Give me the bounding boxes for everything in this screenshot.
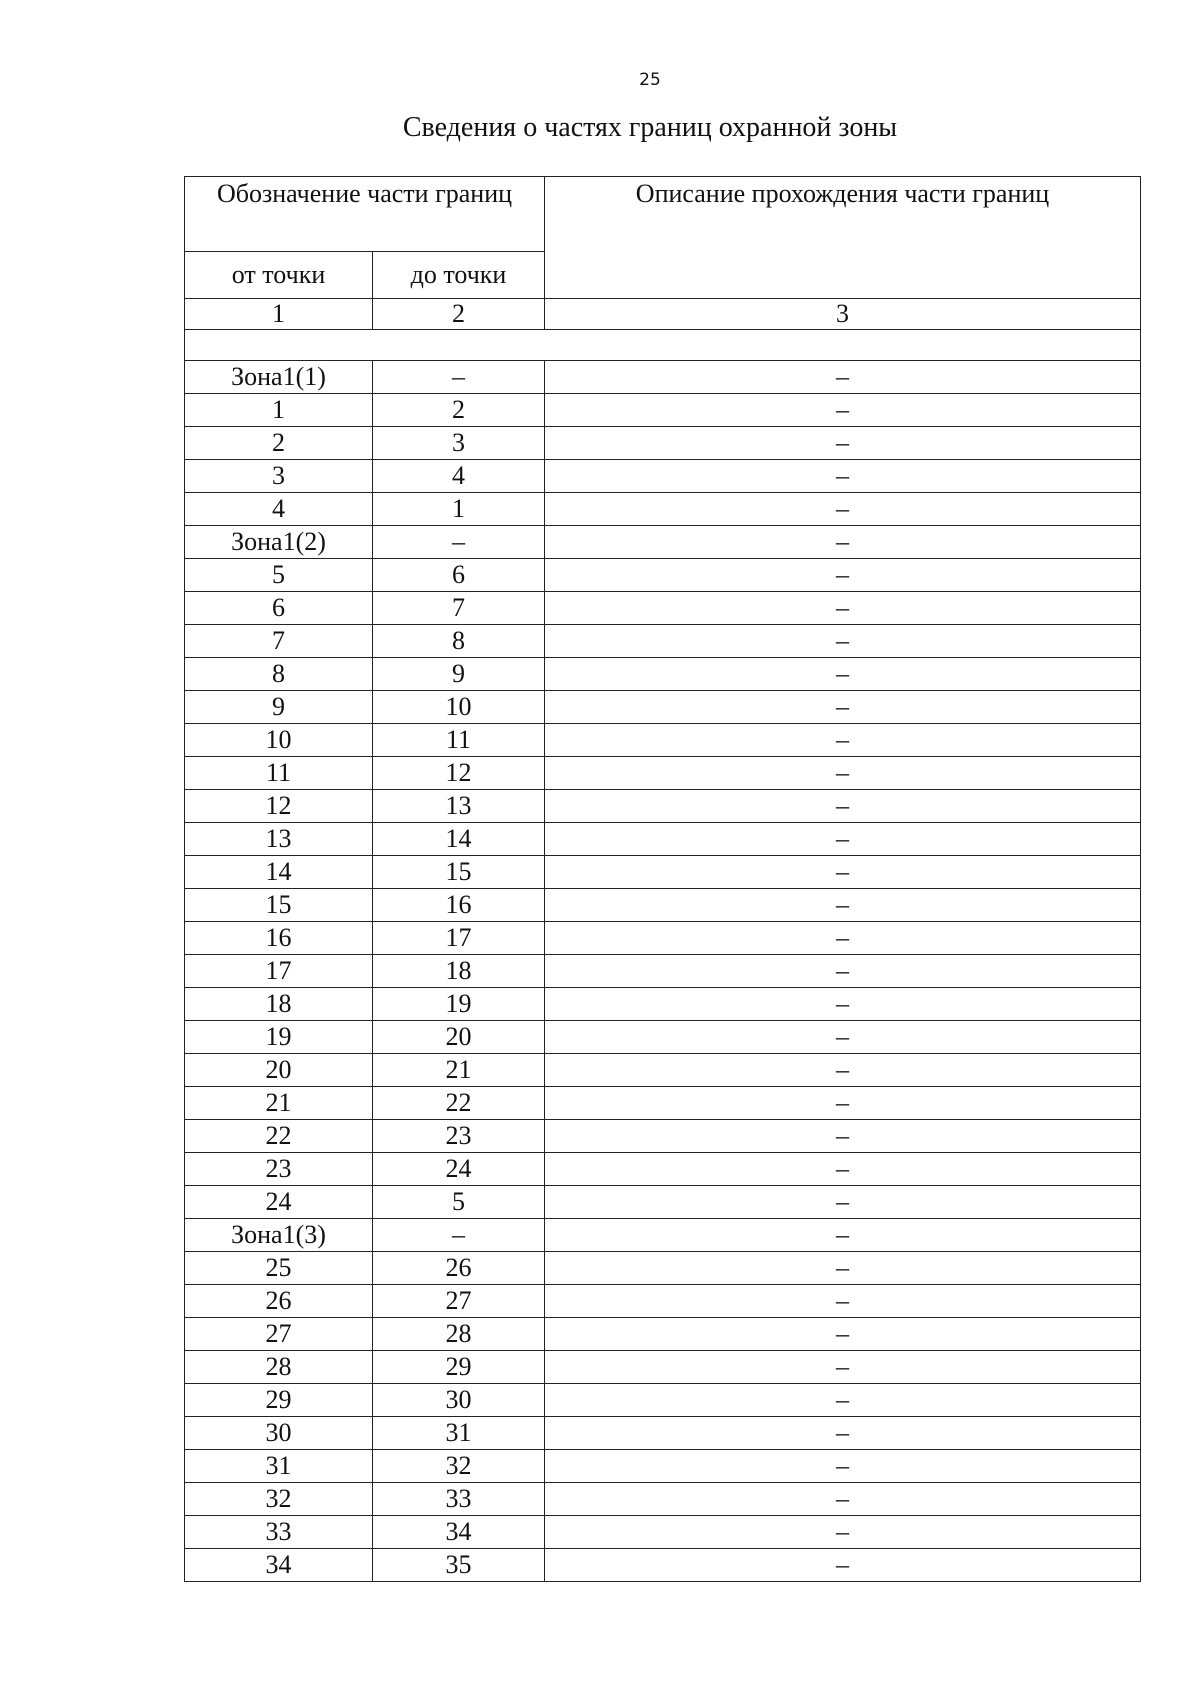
cell-description: – — [545, 1318, 1141, 1351]
cell-to-point: 21 — [373, 1054, 545, 1087]
table-row — [185, 592, 1141, 625]
cell-description: – — [545, 361, 1141, 394]
cell-description: – — [545, 823, 1141, 856]
cell-to-point: 18 — [373, 955, 545, 988]
table-row — [185, 856, 1141, 889]
cell-description: – — [545, 856, 1141, 889]
cell-from-point: 11 — [185, 757, 373, 790]
cell-description: – — [545, 889, 1141, 922]
cell-to-point: – — [373, 361, 545, 394]
table-row — [185, 493, 1141, 526]
cell-to-point: 30 — [373, 1384, 545, 1417]
table-row — [185, 658, 1141, 691]
blank-separator-row — [185, 330, 1141, 361]
cell-from-point: 27 — [185, 1318, 373, 1351]
cell-description: – — [545, 1186, 1141, 1219]
cell-to-point: 2 — [373, 394, 545, 427]
table-row — [185, 559, 1141, 592]
header-from-point: от точки — [185, 252, 373, 299]
cell-to-point: 6 — [373, 559, 545, 592]
cell-to-point: 13 — [373, 790, 545, 823]
cell-to-point: 15 — [373, 856, 545, 889]
cell-to-point: – — [373, 1219, 545, 1252]
cell-from-point: 3 — [185, 460, 373, 493]
cell-from-point: Зона1(1) — [185, 361, 373, 394]
table-row — [185, 823, 1141, 856]
cell-from-point: 9 — [185, 691, 373, 724]
cell-to-point: 8 — [373, 625, 545, 658]
cell-to-point: 29 — [373, 1351, 545, 1384]
cell-description: – — [545, 394, 1141, 427]
cell-description: – — [545, 493, 1141, 526]
cell-description: – — [545, 1516, 1141, 1549]
cell-to-point: – — [373, 526, 545, 559]
cell-to-point: 28 — [373, 1318, 545, 1351]
cell-to-point: 26 — [373, 1252, 545, 1285]
cell-to-point: 16 — [373, 889, 545, 922]
cell-from-point: 24 — [185, 1186, 373, 1219]
header-row-group — [185, 177, 1141, 252]
cell-description: – — [545, 658, 1141, 691]
cell-from-point: 1 — [185, 394, 373, 427]
cell-description: – — [545, 1450, 1141, 1483]
cell-from-point: 30 — [185, 1417, 373, 1450]
cell-description: – — [545, 922, 1141, 955]
column-number-1: 1 — [185, 299, 373, 330]
cell-from-point: 2 — [185, 427, 373, 460]
table-row — [185, 1516, 1141, 1549]
cell-to-point: 17 — [373, 922, 545, 955]
table-row — [185, 1252, 1141, 1285]
table-row — [185, 1021, 1141, 1054]
table-row — [185, 1483, 1141, 1516]
cell-from-point: 8 — [185, 658, 373, 691]
cell-to-point: 23 — [373, 1120, 545, 1153]
cell-description: – — [545, 724, 1141, 757]
cell-to-point: 24 — [373, 1153, 545, 1186]
cell-description: – — [545, 1285, 1141, 1318]
cell-description: – — [545, 1054, 1141, 1087]
cell-description: – — [545, 625, 1141, 658]
cell-from-point: 16 — [185, 922, 373, 955]
table-row — [185, 361, 1141, 394]
cell-from-point: 12 — [185, 790, 373, 823]
cell-description: – — [545, 1351, 1141, 1384]
header-boundary-description: Описание прохождения части границ — [545, 177, 1141, 299]
cell-from-point: 13 — [185, 823, 373, 856]
table-row — [185, 691, 1141, 724]
cell-from-point: 26 — [185, 1285, 373, 1318]
cell-description: – — [545, 1120, 1141, 1153]
table-row — [185, 1186, 1141, 1219]
cell-to-point: 33 — [373, 1483, 545, 1516]
table-row — [185, 460, 1141, 493]
cell-from-point: 33 — [185, 1516, 373, 1549]
table-row — [185, 757, 1141, 790]
table-row — [185, 1087, 1141, 1120]
cell-description: – — [545, 1219, 1141, 1252]
cell-to-point: 1 — [373, 493, 545, 526]
cell-to-point: 5 — [373, 1186, 545, 1219]
cell-to-point: 20 — [373, 1021, 545, 1054]
table-row — [185, 1285, 1141, 1318]
cell-description: – — [545, 1153, 1141, 1186]
cell-to-point: 32 — [373, 1450, 545, 1483]
header-boundary-designation: Обозначение части границ — [185, 177, 545, 252]
cell-description: – — [545, 460, 1141, 493]
table-row — [185, 1318, 1141, 1351]
cell-description: – — [545, 1417, 1141, 1450]
table-row — [185, 790, 1141, 823]
cell-description: – — [545, 592, 1141, 625]
cell-to-point: 14 — [373, 823, 545, 856]
cell-to-point: 7 — [373, 592, 545, 625]
table-row — [185, 1351, 1141, 1384]
cell-from-point: 32 — [185, 1483, 373, 1516]
cell-description: – — [545, 757, 1141, 790]
cell-from-point: 10 — [185, 724, 373, 757]
cell-from-point: 18 — [185, 988, 373, 1021]
cell-to-point: 9 — [373, 658, 545, 691]
cell-from-point: 17 — [185, 955, 373, 988]
table-row — [185, 1219, 1141, 1252]
cell-to-point: 35 — [373, 1549, 545, 1582]
cell-from-point: 34 — [185, 1549, 373, 1582]
table-row — [185, 1054, 1141, 1087]
cell-to-point: 22 — [373, 1087, 545, 1120]
cell-to-point: 3 — [373, 427, 545, 460]
table-row — [185, 394, 1141, 427]
cell-description: – — [545, 1021, 1141, 1054]
cell-description: – — [545, 1549, 1141, 1582]
cell-to-point: 19 — [373, 988, 545, 1021]
cell-from-point: 15 — [185, 889, 373, 922]
table-row — [185, 1417, 1141, 1450]
cell-description: – — [545, 988, 1141, 1021]
cell-to-point: 12 — [373, 757, 545, 790]
cell-from-point: 25 — [185, 1252, 373, 1285]
cell-from-point: 28 — [185, 1351, 373, 1384]
table-row — [185, 955, 1141, 988]
cell-from-point: 7 — [185, 625, 373, 658]
table-row — [185, 1120, 1141, 1153]
cell-to-point: 11 — [373, 724, 545, 757]
table-row — [185, 625, 1141, 658]
cell-description: – — [545, 526, 1141, 559]
cell-description: – — [545, 790, 1141, 823]
cell-from-point: 14 — [185, 856, 373, 889]
cell-description: – — [545, 1483, 1141, 1516]
table-row — [185, 526, 1141, 559]
cell-description: – — [545, 955, 1141, 988]
cell-description: – — [545, 1252, 1141, 1285]
cell-description: – — [545, 427, 1141, 460]
cell-to-point: 4 — [373, 460, 545, 493]
cell-to-point: 34 — [373, 1516, 545, 1549]
cell-description: – — [545, 1384, 1141, 1417]
boundary-parts-table — [184, 176, 1141, 1582]
cell-from-point: 4 — [185, 493, 373, 526]
column-number-row — [185, 299, 1141, 330]
cell-to-point: 10 — [373, 691, 545, 724]
cell-from-point: 6 — [185, 592, 373, 625]
table-row — [185, 988, 1141, 1021]
table-row — [185, 1450, 1141, 1483]
cell-from-point: 21 — [185, 1087, 373, 1120]
column-number-2: 2 — [373, 299, 545, 330]
cell-description: – — [545, 691, 1141, 724]
header-to-point: до точки — [373, 252, 545, 299]
table-row — [185, 1384, 1141, 1417]
page-number: 25 — [639, 70, 661, 90]
cell-from-point: Зона1(2) — [185, 526, 373, 559]
table-body — [185, 177, 1141, 1582]
cell-from-point: 19 — [185, 1021, 373, 1054]
table-row — [185, 427, 1141, 460]
table-row — [185, 1549, 1141, 1582]
table-row — [185, 922, 1141, 955]
table-row — [185, 1153, 1141, 1186]
column-number-3: 3 — [545, 299, 1141, 330]
cell-to-point: 27 — [373, 1285, 545, 1318]
blank-separator-cell — [185, 330, 1141, 361]
cell-from-point: 22 — [185, 1120, 373, 1153]
page-title: Сведения о частях границ охранной зоны — [402, 112, 898, 143]
cell-from-point: 23 — [185, 1153, 373, 1186]
cell-from-point: Зона1(3) — [185, 1219, 373, 1252]
cell-description: – — [545, 559, 1141, 592]
cell-from-point: 29 — [185, 1384, 373, 1417]
table-row — [185, 889, 1141, 922]
cell-from-point: 31 — [185, 1450, 373, 1483]
cell-description: – — [545, 1087, 1141, 1120]
cell-to-point: 31 — [373, 1417, 545, 1450]
cell-from-point: 5 — [185, 559, 373, 592]
table-row — [185, 724, 1141, 757]
cell-from-point: 20 — [185, 1054, 373, 1087]
